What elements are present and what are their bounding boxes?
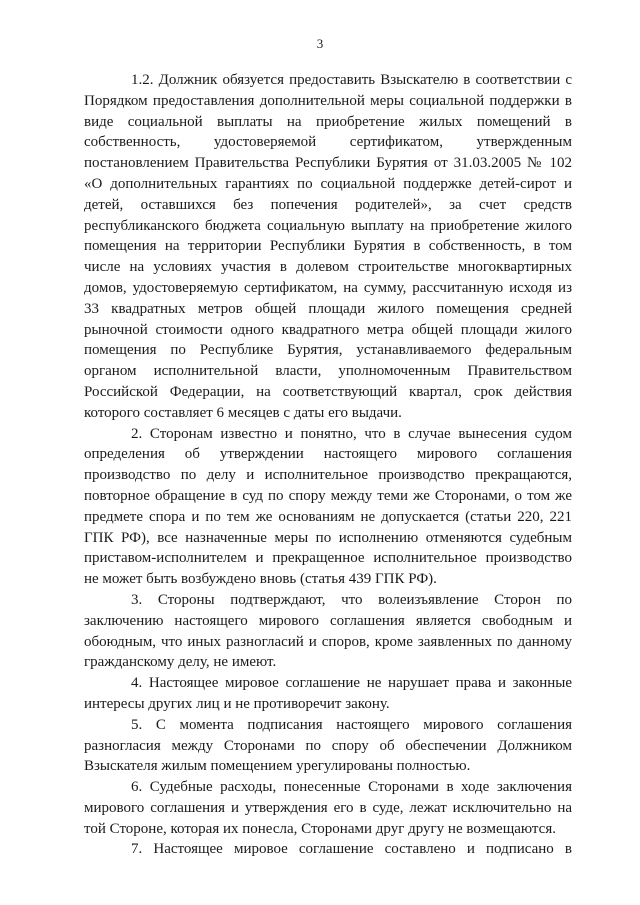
paragraph-2 — [84, 424, 572, 590]
text-line: Взыскателя жилым помещением урегулированы полностью. — [84, 758, 471, 775]
text-line: «О дополнительных гарантиях по социальной поддержке детей-сирот и — [84, 175, 572, 192]
text-line: которого составляет 6 месяцев с даты его выдачи. — [84, 404, 402, 421]
paragraph-1 — [84, 70, 572, 424]
text-line: интересы других лиц и не противоречит закону. — [84, 695, 390, 712]
text-line: рыночной стоимости одного квадратного метра общей площади жилого — [84, 321, 572, 338]
text-line: собственность, удостоверяемой сертификатом, утвержденным — [84, 134, 572, 151]
text-line: не может быть возбуждено вновь (статья 439 ГПК РФ). — [84, 571, 437, 588]
text-line: детей, оставшихся без попечения родителей», за счет средств — [84, 196, 572, 213]
text-line: той Стороне, которая их понесла, Сторонами друг другу не возмещаются. — [84, 820, 556, 837]
document-body — [84, 70, 572, 860]
text-line: 1.2. Должник обязуется предоставить Взыскателю в соответствии с — [131, 72, 572, 88]
text-line: 33 квадратных метров общей площади жилого помещения средней — [84, 300, 572, 317]
text-line: обоюдным, что иных разногласий и споров, кроме заявленных по данному — [84, 633, 572, 650]
text-line: определения об утверждении настоящего мирового соглашения — [84, 446, 572, 463]
text-line: разногласия между Сторонами по спору об обеспечении Должником — [84, 737, 572, 754]
text-line: 7. Настоящее мировое соглашение составлено и подписано в — [131, 841, 572, 858]
text-line: 3. Стороны подтверждают, что волеизъявление Сторон по — [131, 591, 572, 608]
text-line: 2. Сторонам известно и понятно, что в случае вынесения судом — [131, 425, 572, 442]
text-line: помещения на территории Республики Бурятия в собственность, в том — [84, 238, 572, 255]
text-line: постановлением Правительства Республики Бурятия от 31.03.2005 № 102 — [84, 155, 572, 172]
text-line: производство по делу и исполнительное производство прекращаются, — [84, 467, 572, 484]
text-line: мирового соглашения и утверждения его в суде, лежат исключительно на — [84, 799, 572, 816]
text-line: 5. С момента подписания настоящего мирового соглашения — [131, 716, 572, 733]
text-line: заключению настоящего мирового соглашения является свободным и — [84, 612, 572, 629]
text-line: 4. Настоящее мировое соглашение не нарушает права и законные — [131, 675, 572, 692]
text-line: виде социальной выплаты на приобретение жилых помещений в — [84, 113, 572, 130]
text-line: ГПК РФ), все назначенные меры по исполнению отменяются судебным — [84, 529, 572, 546]
paragraph-5 — [84, 715, 572, 777]
text-line: повторное обращение в суд по спору между теми же Сторонами, о том же — [84, 487, 572, 504]
paragraph-7 — [84, 839, 572, 860]
text-line: республиканского бюджета социальную выплату на приобретение жилого — [84, 217, 572, 234]
text-line: 6. Судебные расходы, понесенные Сторонами в ходе заключения — [131, 779, 572, 796]
text-line: предмете спора и по тем же основаниям не допускается (статьи 220, 221 — [84, 508, 572, 525]
paragraph-4 — [84, 673, 572, 715]
text-line: домов, удостоверяемую сертификатом, на сумму, рассчитанную исходя из — [84, 279, 572, 296]
text-line: числе на условиях участия в долевом строительстве многоквартирных — [84, 259, 572, 276]
text-line: Порядком предоставления дополнительной меры социальной поддержки в — [84, 92, 572, 109]
text-line: помещения по Республике Бурятия, устанавливаемого федеральным — [84, 342, 572, 359]
paragraph-6 — [84, 777, 572, 839]
page-number: 3 — [316, 36, 324, 51]
text-line: гражданскому делу, не имеют. — [84, 654, 277, 671]
text-line: приставом-исполнителем и прекращенное исполнительное производство — [84, 550, 572, 567]
text-line: Российской Федерации, на соответствующий квартал, срок действия — [84, 383, 572, 400]
text-line: органом исполнительной власти, уполномоченным Правительством — [84, 363, 572, 380]
paragraph-3 — [84, 590, 572, 673]
